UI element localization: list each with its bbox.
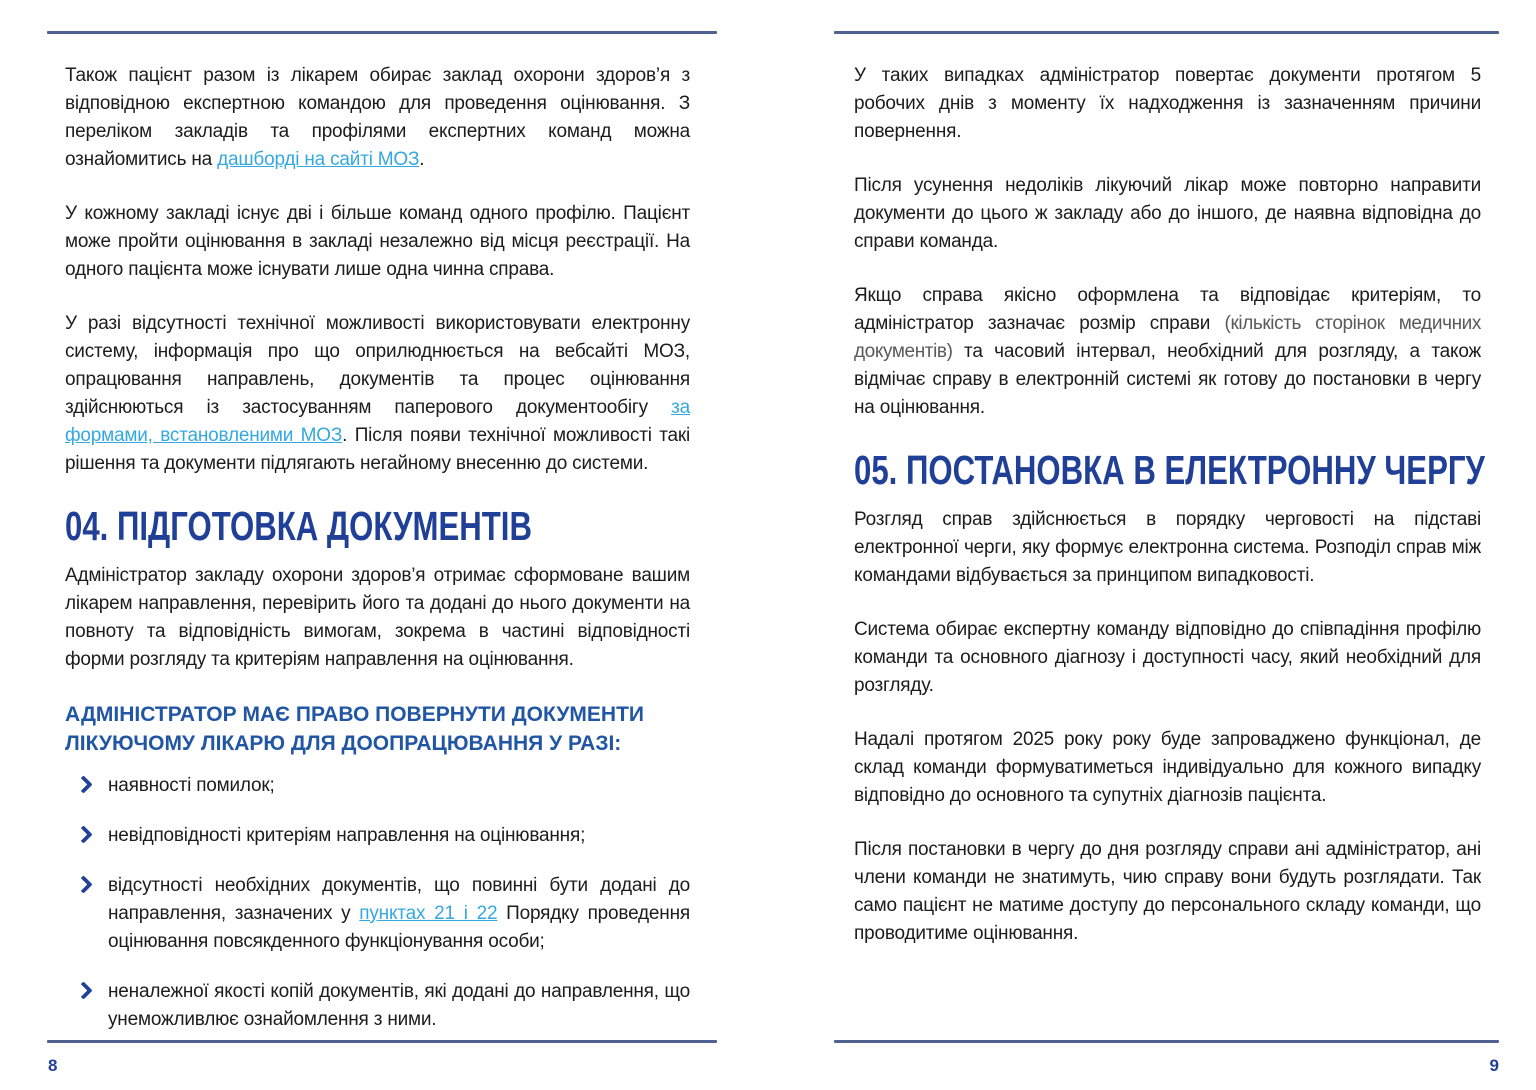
section-heading-04 bbox=[65, 504, 690, 548]
paragraph: Система обирає експертну команду відповідно до співпадіння профілю команди та основного діагнозу і доступності часу, який необхідний для розгляду. bbox=[854, 619, 1481, 696]
bullet-text: невідповідності критеріям направлення на оцінювання; bbox=[108, 825, 586, 846]
paragraph-text: Якщо справа якісно оформлена та відповідає критеріям, то адміністратор зазначає розмір справи bbox=[854, 285, 1481, 334]
bullet-text-segment: відсутності необхідних документів, що повинні бути додані до направлення, зазначених у bbox=[108, 875, 690, 924]
list-item bbox=[75, 978, 690, 1034]
bottom-rule bbox=[47, 1040, 717, 1043]
paragraph-light-note: (кількість сторінок медичних документів) bbox=[854, 313, 1481, 362]
section-heading-05-text: 05. ПОСТАНОВКА В ЕЛЕКТРОННУ ЧЕРГУ bbox=[854, 447, 1485, 493]
paragraph: Після постановки в чергу до дня розгляду справи ані адміністратор, ані члени команди не знатимуть, чию справу вони будуть розглядати. Так само пацієнт не матиме доступу до персонального складу команди, що проводитиме оцінювання. bbox=[854, 839, 1481, 944]
paragraph: Адміністратор закладу охорони здоров’я отримає сформоване вашим лікарем направлення, перевірить його та додані до нього документи на повноту та відповідність вимогам, зокрема в частині відповідності форми розгляду та критеріям направлення на оцінювання. bbox=[65, 565, 690, 670]
list-item bbox=[75, 772, 690, 800]
list-item bbox=[75, 822, 690, 850]
link-moz-forms[interactable]: за формами, встановленими МОЗ bbox=[65, 397, 690, 446]
page-9 bbox=[768, 0, 1536, 1090]
bullet-text-segment: Порядку проведення оцінювання повсякденного функціонування особи; bbox=[108, 903, 690, 952]
paragraph-text: . bbox=[419, 149, 425, 170]
bullet-text bbox=[108, 872, 690, 956]
chevron-right-icon bbox=[74, 825, 92, 843]
paragraph-text: Також пацієнт разом із лікарем обирає заклад охорони здоров’я з відповідною експертною командою для проведення оцінювання. З переліком закладів та профілями експертних команд можна ознайомитись на bbox=[65, 65, 690, 170]
link-moz-dashboard[interactable]: дашборді на сайті МОЗ bbox=[217, 149, 420, 170]
link-points-21-22[interactable]: пунктах 21 і 22 bbox=[359, 903, 498, 924]
chevron-right-icon bbox=[74, 875, 92, 893]
section-heading-04-text: 04. ПІДГОТОВКА ДОКУМЕНТІВ bbox=[65, 503, 532, 549]
paragraph-text: У разі відсутності технічної можливості використовувати електронну систему, інформація про що оприлюднюється на вебсайті МОЗ, опрацювання направлень, документів та процес оцінювання здійснюються із застосуванням паперового документообігу bbox=[65, 313, 690, 418]
paragraph: У таких випадках адміністратор повертає документи протягом 5 робочих днів з моменту їх надходження із зазначенням причини повернення. bbox=[854, 65, 1481, 142]
paragraph-text: та часовий інтервал, необхідний для розгляду, а також відмічає справу в електронній системі як готову до постановки в чергу на оцінювання. bbox=[854, 341, 1481, 418]
paragraph bbox=[65, 62, 690, 174]
bottom-rule bbox=[834, 1040, 1499, 1043]
paragraph: Розгляд справ здійснюється в порядку черговості на підставі електронної черги, яку формує електронна система. Розподіл справ між командами відбувається за принципом випадковості. bbox=[854, 509, 1481, 586]
page-9-content bbox=[768, 34, 1536, 948]
paragraph: У кожному закладі існує дві і більше команд одного профілю. Пацієнт може пройти оцінювання в закладі незалежно від місця реєстрації. На одного пацієнта може існувати лише одна чинна справа. bbox=[65, 203, 690, 280]
section-heading-05 bbox=[854, 447, 1485, 493]
page-number-right: 9 bbox=[1489, 1056, 1499, 1075]
paragraph-text: . Після появи технічної можливості такі рішення та документи підлягають негайному внесенню до системи. bbox=[65, 425, 690, 474]
paragraph: Надалі протягом 2025 року року буде запроваджено функціонал, де склад команди формуватиметься індивідуально для кожного випадку відповідно до основного та супутніх діагнозів пацієнта. bbox=[854, 729, 1481, 806]
subheading-admin-rights: АДМІНІСТРАТОР МАЄ ПРАВО ПОВЕРНУТИ ДОКУМЕНТИ ЛІКУЮЧОМУ ЛІКАРЮ ДЛЯ ДООПРАЦЮВАННЯ У РАЗІ: bbox=[65, 703, 645, 755]
paragraph: Після усунення недоліків лікуючий лікар може повторно направити документи до цього ж закладу або до іншого, де наявна відповідна до справи команда. bbox=[854, 175, 1481, 252]
list-item bbox=[75, 872, 690, 956]
chevron-right-icon bbox=[74, 981, 92, 999]
bullet-text: неналежної якості копій документів, які додані до направлення, що унеможливлює ознайомлення з ними. bbox=[108, 981, 690, 1030]
page-number-left: 8 bbox=[48, 1056, 58, 1075]
bullet-list bbox=[65, 772, 690, 1034]
page-8-content bbox=[0, 34, 768, 1034]
paragraph bbox=[854, 282, 1481, 422]
paragraph bbox=[65, 310, 690, 478]
bullet-text: наявності помилок; bbox=[108, 775, 275, 796]
chevron-right-icon bbox=[74, 775, 92, 793]
